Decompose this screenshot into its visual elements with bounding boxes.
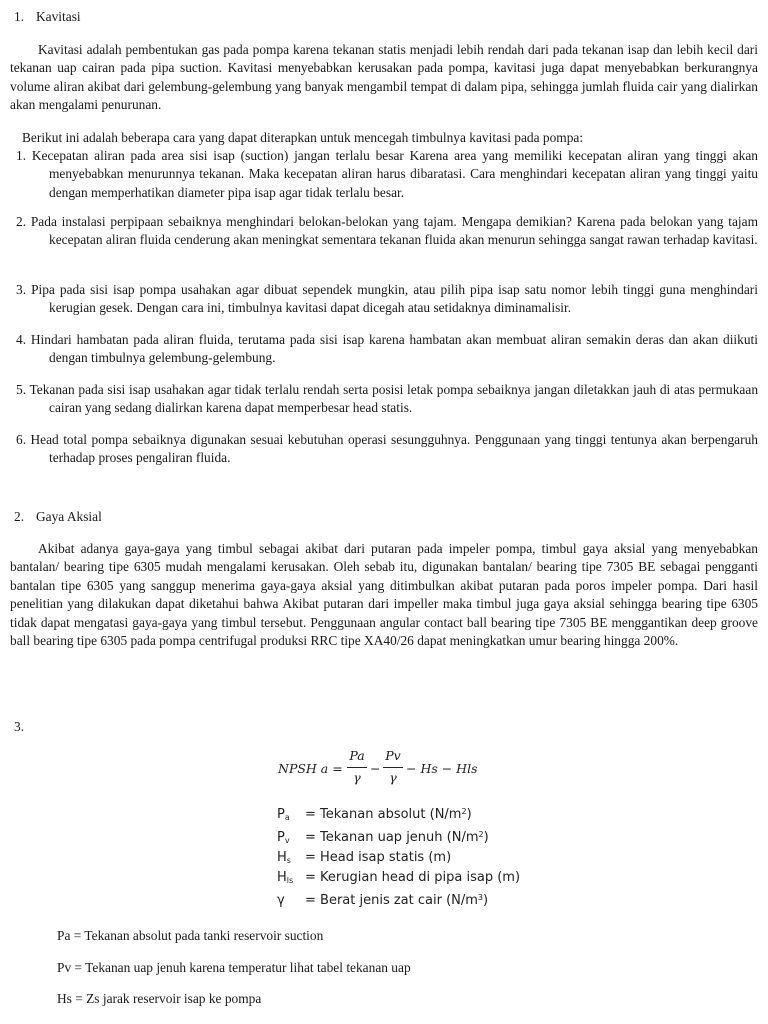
- definition-row: $P_a$ = Tekanan absolut $(N/m^2)$: [277, 807, 472, 822]
- item-number: 2.: [16, 214, 27, 229]
- section-2-heading: [14, 508, 102, 526]
- section-title: Gaya Aksial: [36, 509, 102, 524]
- item-text: Pada instalasi perpipaan sebaiknya menghindari belokan-belokan yang tajam. Mengapa demikian? Karena pada belokan yang tajam kecepatan aliran fluida cenderung akan meningkat sementara tekanan fluida akan menurun sehingga sangat rawan terhadap kavitasi.: [30, 214, 758, 248]
- definition-row: γ = Berat jenis zat cair $(N/m^3)$: [277, 893, 489, 908]
- formula-minus: −: [370, 761, 381, 776]
- formula-lhs: NPSH a =: [278, 761, 343, 776]
- section-3-heading: [14, 718, 36, 736]
- fraction-bar: [383, 767, 403, 768]
- formula-tail: − Hs − Hls: [406, 761, 478, 776]
- item-text: Tekanan pada sisi isap usahakan agar tidak terlalu rendah serta posisi letak pompa sebaiknya jangan diletakkan jauh di atas permukaan cairan yang sedang dialirkan karena dapat memperbesar head statis.: [29, 382, 759, 416]
- section-number: 2.: [14, 509, 25, 524]
- kavitasi-paragraph: Kavitasi adalah pembentukan gas pada pompa karena tekanan statis menjadi lebih rendah dari pada tekanan isap dan lebih kecil dari tekanan uap cairan pada pipa suction. Kavitasi menyebabkan kerusakan pada pompa, kavitasi juga dapat menyebabkan berkurangnya volume aliran akibat dari gelembung-gelembung yang banyak mengambil tempat di dalam pipa, sehingga jumlah fluida cair yang dialirkan akan mengalami penurunan.: [10, 42, 758, 113]
- section-number: 1.: [14, 9, 25, 24]
- note-pa: Pa = Tekanan absolut pada tanki reservoir suction: [57, 928, 324, 943]
- list-item: [10, 331, 758, 368]
- prevention-list: [10, 431, 758, 468]
- section-1-heading: [14, 8, 81, 26]
- item-text: Head total pompa sebaiknya digunakan sesuai kebutuhan operasi sesungguhnya. Penggunaan yang tinggi tentunya akan berpengaruh terhadap proses pengaliran fluida.: [30, 432, 758, 466]
- section-number: 3.: [14, 719, 25, 734]
- prevention-intro: Berikut ini adalah beberapa cara yang dapat diterapkan untuk mencegah timbulnya kavitasi pada pompa:: [22, 130, 584, 145]
- item-number: 4.: [16, 332, 27, 347]
- definition-row: $P_v$ = Tekanan uap jenuh $(N/m^2)$: [277, 830, 489, 845]
- item-text: Kecepatan aliran pada area sisi isap (suction) jangan terlalu besar Karena area yang memiliki kecepatan aliran yang tinggi akan menyebabkan menurunnya tekanan. Maka kecepatan aliran harus dibaratasi. Cara menghindari kecepatan aliran yang tinggi yaitu dengan memperhatikan diameter pipa isap agar tidak terlalu besar.: [31, 148, 758, 200]
- list-item: [10, 431, 758, 468]
- section-title: Kavitasi: [36, 9, 81, 24]
- formula-frac1-num: Pa: [349, 748, 365, 763]
- prevention-list: [10, 281, 758, 318]
- item-number: 6.: [16, 432, 27, 447]
- fraction-bar: [347, 767, 367, 768]
- definition-row: $H_{ls}$ = Kerugian head di pipa isap (m): [277, 870, 521, 885]
- list-item: [10, 381, 758, 418]
- formula-frac1-den: γ: [353, 770, 361, 785]
- list-item: [10, 147, 758, 202]
- item-text: Pipa pada sisi isap pompa usahakan agar dibuat sependek mungkin, atau pilih pipa isap satu nomor lebih tinggi guna menghindari kerugian gesek. Dengan cara ini, timbulnya kavitasi dapat dicegah atau setidaknya diminamalisir.: [31, 282, 758, 316]
- formula-frac2-den: γ: [389, 770, 397, 785]
- list-item: [10, 281, 758, 318]
- variable-definitions: [277, 803, 520, 909]
- item-number: 1.: [16, 148, 27, 163]
- prevention-list: [10, 331, 758, 368]
- gaya-aksial-paragraph: Akibat adanya gaya-gaya yang timbul sebagai akibat dari putaran pada impeler pompa, timbul gaya aksial yang menyebabkan bantalan/ bearing tipe 6305 mudah mengalami kerusakan. Oleh sebab itu, digunakan bantalan/ bearing tipe 7305 BE sebagai pengganti bantalan tipe 6305 yang sanggup menerima gaya-gaya aksial yang ditimbulkan akibat putaran pada poros impeler pompa. Dari hasil penelitian yang dilakukan dapat diketahui bahwa Akibat putaran dari impeller maka timbul juga gaya aksial sehingga bearing tipe 6305 tidak dapat mengatasi gaya-gaya yang timbul tersebut. Penggunaan angular contact ball bearing tipe 7305 BE menggantikan deep groove ball bearing tipe 6305 pada pompa centrifugal produksi RRC tipe XA40/26 dapat meningkatkan umur bearing hingga 200%.: [10, 541, 758, 649]
- list-item: [10, 213, 758, 250]
- formula-frac2-num: Pv: [385, 748, 401, 763]
- definition-row: $H_s$ = Head isap statis (m): [277, 850, 452, 865]
- note-hs: Hs = Zs jarak reservoir isap ke pompa: [57, 991, 262, 1006]
- note-pv: Pv = Tekanan uap jenuh karena temperatur lihat tabel tekanan uap: [57, 960, 411, 975]
- item-number: 3.: [16, 282, 27, 297]
- prevention-list: [10, 213, 758, 250]
- prevention-list: [10, 381, 758, 418]
- prevention-list: [10, 147, 758, 212]
- item-text: Hindari hambatan pada aliran fluida, terutama pada sisi isap karena hambatan akan membuat aliran semakin deras dan akan diikuti dengan timbulnya gelembung-gelembung.: [30, 332, 758, 366]
- item-number: 5.: [16, 382, 27, 397]
